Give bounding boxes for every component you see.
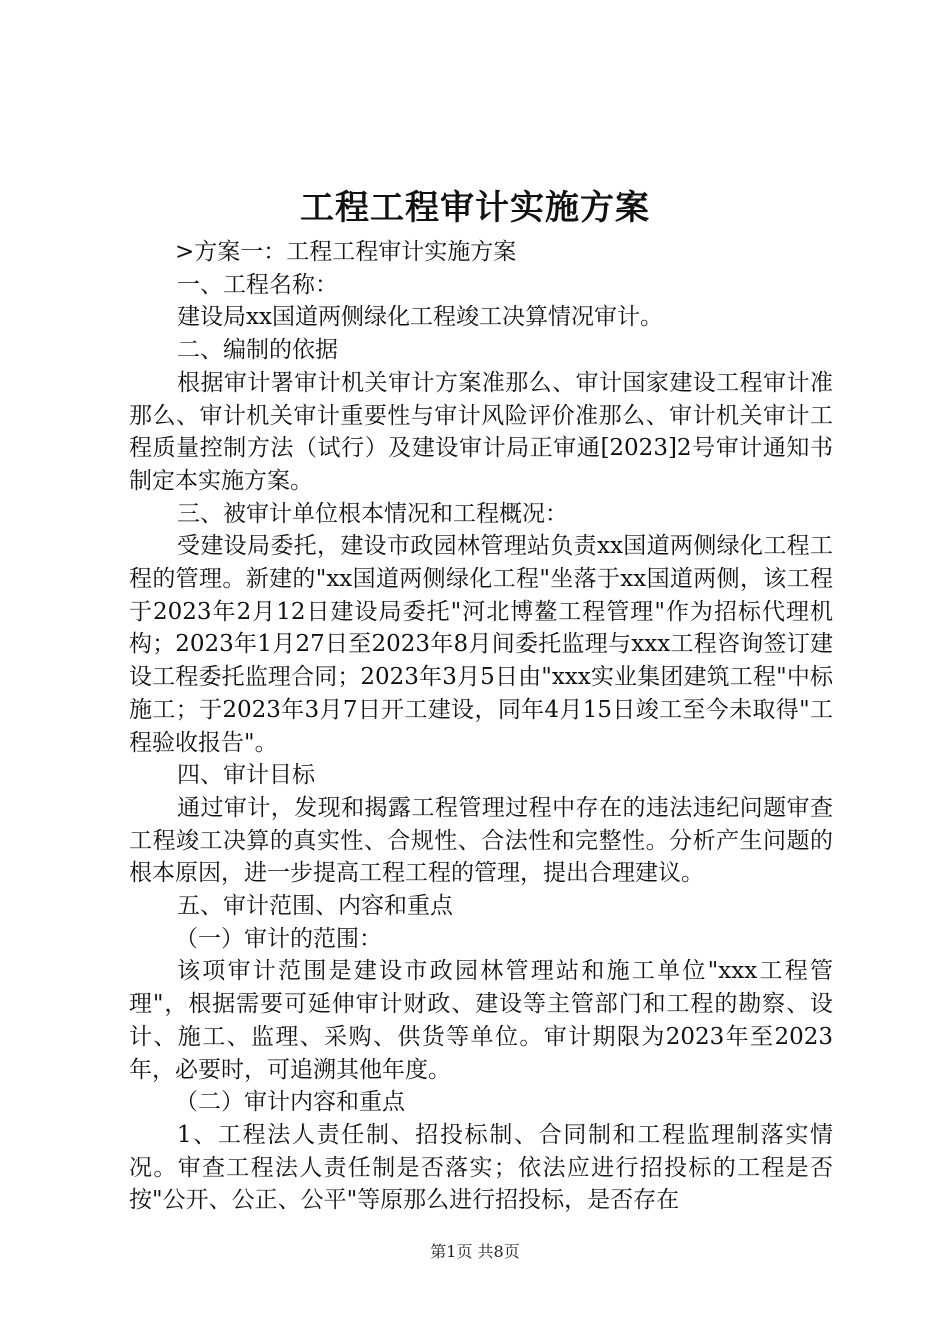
subsection-heading-content: （二）审计内容和重点 [175, 1089, 405, 1116]
paragraph-scheme-heading: >方案一：工程工程审计实施方案 [175, 239, 517, 265]
paragraph-overview: 受建设局委托，建设市政园林管理站负责xx国道两侧绿化工程工程的管理。新建的"xx国道两侧绿化工程"坐落于xx国道两侧，该工程于2023年2月12日建设局委托"河北博鳌工程管理"作为招标代理机构；2023年1月27日至2023年8月间委托监理与xxx工程咨询签订建设工程委托监理合同；2023年3月5日由"xxx实业集团建筑工程"中标施工；于2023年3月7日开工建设，同年4月15日竣工至今未取得"工程验收报告"。 [129, 533, 833, 756]
paragraph-scope: 该项审计范围是建设市政园林管理站和施工单位"xxx工程管理"，根据需要可延伸审计财政、建设等主管部门和工程的勘察、设计、施工、监理、采购、供货等单位。审计期限为2023年至2023年，必要时，可追溯其他年度。 [129, 958, 833, 1083]
paragraph-basis: 根据审计署审计机关审计方案准那么、审计国家建设工程审计准那么、审计机关审计重要性与审计风险评价准那么、审计机关审计工程质量控制方法（试行）及建设审计局正审通[2023]2号审计通知书制定本实施方案。 [129, 369, 833, 494]
section-heading-scope: 五、审计范围、内容和重点 [177, 893, 453, 920]
page-footer: 第1页 共8页 [430, 1242, 520, 1261]
paragraph-content: 1、工程法人责任制、招投标制、合同制和工程监理制落实情况。审查工程法人责任制是否落实；依法应进行招投标的工程是否按"公开、公正、公平"等原那么进行招投标，是否存在 [129, 1121, 833, 1214]
document-title: 工程工程审计实施方案 [300, 188, 650, 228]
section-heading-basis: 二、编制的依据 [177, 337, 338, 364]
section-heading-objectives: 四、审计目标 [177, 762, 315, 789]
document-body [129, 236, 833, 1217]
subsection-heading-scope: （一）审计的范围： [175, 925, 382, 952]
paragraph-project-name: 建设局xx国道两侧绿化工程竣工决算情况审计。 [177, 304, 663, 331]
section-heading-overview: 三、被审计单位根本情况和工程概况： [177, 500, 568, 527]
paragraph-objectives: 通过审计，发现和揭露工程管理过程中存在的违法违纪问题审查工程竣工决算的真实性、合规性、合法性和完整性。分析产生问题的根本原因，进一步提高工程工程的管理，提出合理建议。 [129, 794, 833, 887]
section-heading-project-name: 一、工程名称： [177, 271, 338, 298]
